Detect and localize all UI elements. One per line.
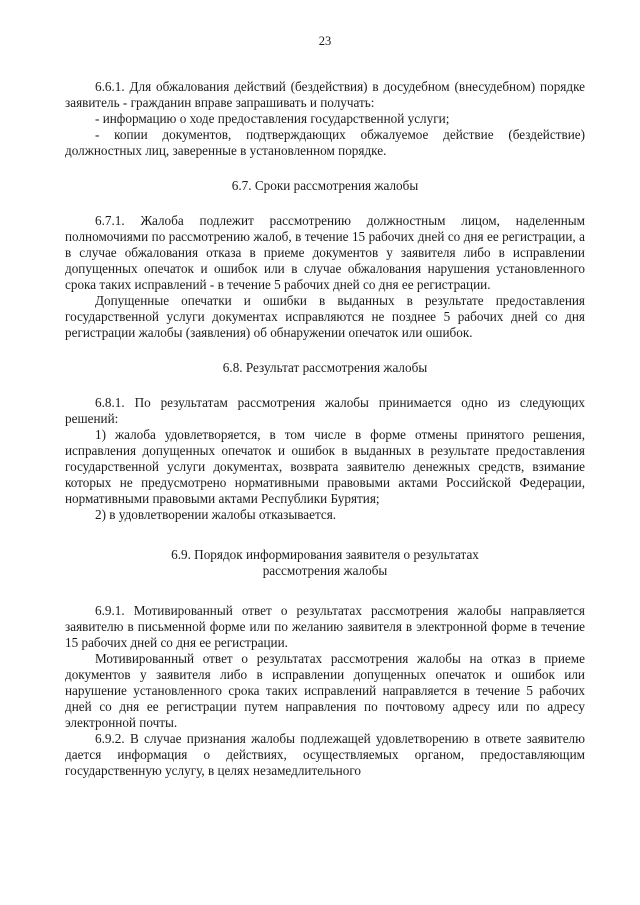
paragraph-typos-correction: Допущенные опечатки и ошибки в выданных в результате предоставления государственной услуги документах исправляются не позднее 5 рабочих дней со дня регистрации жалобы (заявления) об обнаружении опечаток или ошибок. [65, 293, 585, 340]
paragraph-6-9-2: 6.9.2. В случае признания жалобы подлежащей удовлетворению в ответе заявителю дается информация о действиях, осуществляемых органом, предоставляющим государственную услугу, в целях незамедлительного [65, 731, 585, 778]
paragraph-6-9-1: 6.9.1. Мотивированный ответ о результатах рассмотрения жалобы направляется заявителю в письменной форме или по желанию заявителя в электронной форме в течение 15 рабочих дней со дня ее регистрации. [65, 603, 585, 650]
list-item-copies: - копии документов, подтверждающих обжалуемое действие (бездействие) должностных лиц, заверенные в установленном порядке. [65, 127, 585, 158]
section-heading-6-8: 6.8. Результат рассмотрения жалобы [222, 360, 428, 375]
list-item-info: - информацию о ходе предоставления государственной услуги; [95, 111, 450, 126]
page-number: 23 [318, 34, 332, 48]
section-heading-6-9 [65, 547, 585, 579]
paragraph-6-7-1: 6.7.1. Жалоба подлежит рассмотрению должностным лицом, наделенным полномочиями по рассмотрению жалоб, в течение 15 рабочих дней со дня ее регистрации, а в случае обжалования отказа в приеме документов у заявителя либо в исправлении допущенных опечаток и ошибок или в случае обжалования нарушения установленного срока таких исправлений - в течение 5 рабочих дней со дня ее регистрации. [65, 213, 585, 292]
section-heading-6-9-line1: 6.9. Порядок информирования заявителя о результатах [171, 547, 479, 562]
list-item-complaint-satisfied: 1) жалоба удовлетворяется, в том числе в форме отмены принятого решения, исправления допущенных опечаток и ошибок в выданных в результате предоставления государственной услуги документах, возврата заявителю денежных средств, взимание которых не предусмотрено нормативными правовыми актами Российской Федерации, нормативными правовыми актами Республики Бурятия; [65, 427, 585, 506]
section-heading-6-7: 6.7. Сроки рассмотрения жалобы [231, 178, 419, 193]
list-item-complaint-rejected: 2) в удовлетворении жалобы отказывается. [95, 507, 337, 522]
paragraph-motivated-answer: Мотивированный ответ о результатах рассмотрения жалобы на отказ в приеме документов у заявителя либо в исправлении допущенных опечаток и ошибок или нарушение установленного срока таких исправлений направляется в течение 5 рабочих дней со дня ее регистрации путем направления по почтовому адресу или по адресу электронной почты. [65, 651, 585, 730]
paragraph-6-8-1: 6.8.1. По результатам рассмотрения жалобы принимается одно из следующих решений: [65, 395, 585, 426]
section-heading-6-9-line2: рассмотрения жалобы [262, 563, 388, 578]
paragraph-6-6-1: 6.6.1. Для обжалования действий (бездействия) в досудебном (внесудебном) порядке заявитель - гражданин вправе запрашивать и получать: [65, 79, 585, 110]
